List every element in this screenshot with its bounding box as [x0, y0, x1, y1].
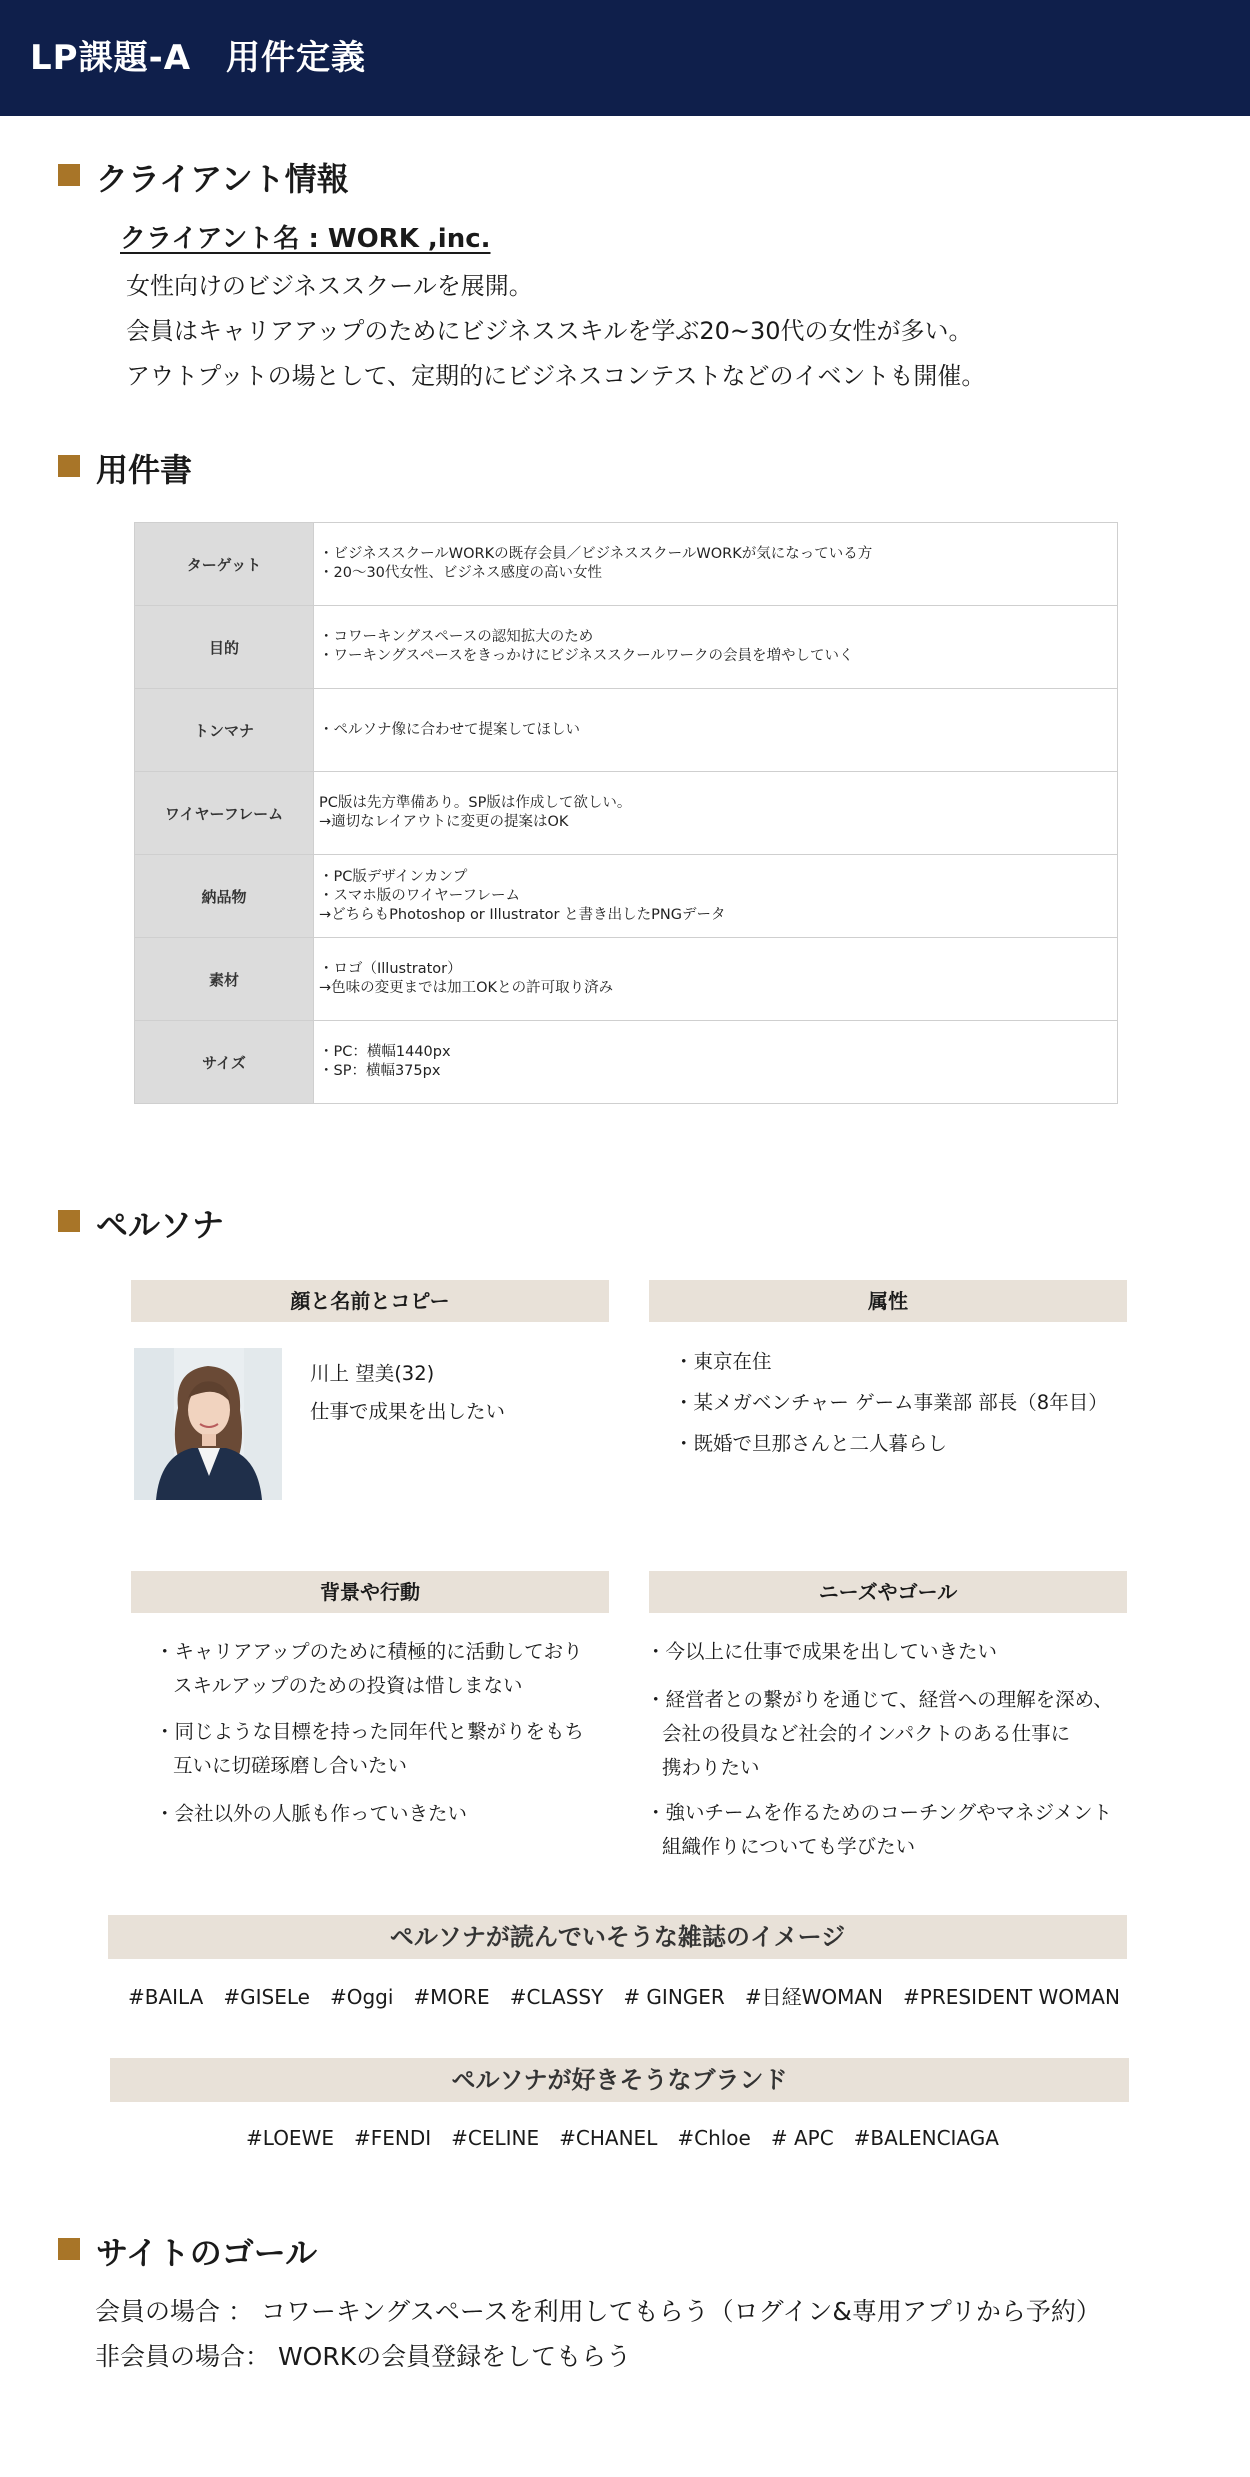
magazine-tag: #CLASSY	[509, 1985, 604, 2009]
requirements-value-line: ・ビジネススクールWORKの既存会員／ビジネススクールWORKが気になっている方	[319, 546, 873, 562]
requirements-label: ターゲット	[135, 523, 314, 606]
section-title-persona: ペルソナ	[96, 1206, 225, 1244]
requirements-value	[314, 523, 1118, 606]
requirements-row	[135, 938, 1118, 1021]
section-bullet-icon	[58, 164, 80, 186]
requirements-label: サイズ	[135, 1021, 314, 1104]
section-bullet-icon	[58, 2238, 80, 2260]
persona-attr-header: 属性	[649, 1280, 1127, 1322]
requirements-label: 納品物	[135, 855, 314, 938]
client-desc-line: アウトプットの場として、定期的にビジネスコンテストなどのイベントも開催。	[126, 362, 986, 390]
requirements-row	[135, 523, 1118, 606]
requirements-value-line: →どちらもPhotoshop or Illustrator と書き出したPNGデータ	[319, 906, 726, 923]
persona-needs-line: 携わりたい	[662, 1756, 760, 1779]
page-header	[0, 0, 1250, 116]
requirements-row	[135, 606, 1118, 689]
requirements-table	[134, 522, 1118, 1104]
section-bullet-icon	[58, 1210, 80, 1232]
persona-attr-item: ・某メガベンチャー ゲーム事業部 部長（8年目）	[674, 1391, 1108, 1414]
requirements-value	[314, 689, 1118, 772]
requirements-value-line: ・SP：横幅375px	[319, 1063, 441, 1079]
magazine-tag: # GINGER	[623, 1985, 725, 2009]
magazine-tag: #PRESIDENT WOMAN	[903, 1985, 1120, 2009]
requirements-row	[135, 855, 1118, 938]
section-title-client: クライアント情報	[96, 160, 349, 198]
persona-attr-item: ・東京在住	[674, 1350, 772, 1373]
brand-tag: #LOEWE	[246, 2126, 334, 2150]
requirements-label: トンマナ	[135, 689, 314, 772]
persona-needs-header: ニーズやゴール	[649, 1571, 1127, 1613]
requirements-value	[314, 938, 1118, 1021]
persona-needs-line: 組織作りについても学びたい	[662, 1835, 916, 1858]
persona-attr-item: ・既婚で旦那さんと二人暮らし	[674, 1432, 948, 1455]
requirements-row	[135, 1021, 1118, 1104]
brand-tag: #CELINE	[451, 2126, 540, 2150]
requirements-value-line: →適切なレイアウトに変更の提案はOK	[319, 814, 569, 830]
requirements-value	[314, 855, 1118, 938]
requirements-value	[314, 772, 1118, 855]
requirements-value-line: ・20～30代女性、ビジネス感度の高い女性	[319, 565, 602, 581]
requirements-value	[314, 1021, 1118, 1104]
magazine-tag: #BAILA	[128, 1985, 204, 2009]
requirements-value-line: →色味の変更までは加工OKとの許可取り済み	[319, 980, 614, 996]
requirements-value-line: ・ロゴ（Illustrator）	[319, 961, 462, 977]
section-bullet-icon	[58, 455, 80, 477]
magazine-tag-list	[128, 1981, 1120, 2010]
persona-avatar	[134, 1348, 282, 1500]
persona-background-line: ・会社以外の人脈も作っていきたい	[155, 1802, 468, 1825]
persona-background-line: ・同じような目標を持った同年代と繋がりをもち	[155, 1720, 585, 1743]
persona-needs-line: ・経営者との繋がりを通じて、経営への理解を深め、	[646, 1688, 1113, 1711]
brand-tag-list	[246, 2126, 999, 2150]
requirements-value-line: ・コワーキングスペースの認知拡大のため	[319, 629, 594, 645]
requirements-value-line: ・スマホ版のワイヤーフレーム	[319, 887, 520, 904]
magazine-tag: #GISELe	[223, 1985, 310, 2009]
page-title: LP課題-A 用件定義	[30, 38, 367, 78]
persona-photo-icon	[134, 1348, 282, 1500]
persona-copy: 仕事で成果を出したい	[310, 1400, 506, 1423]
brand-tag: #BALENCIAGA	[853, 2126, 999, 2150]
magazine-tag: #日経WOMAN	[744, 1985, 884, 2009]
client-name: クライアント名 : WORK ,inc.	[120, 224, 491, 254]
persona-name: 川上 望美(32)	[310, 1362, 435, 1385]
brand-tag: #FENDI	[353, 2126, 432, 2150]
requirements-value-line: ・PC：横幅1440px	[319, 1044, 451, 1060]
magazine-header: ペルソナが読んでいそうな雑誌のイメージ	[108, 1915, 1127, 1959]
goal-member-line: 会員の場合 ： コワーキングスペースを利用してもらう（ログイン&専用アプリから予約）	[95, 2297, 1101, 2326]
persona-background-line: 互いに切磋琢磨し合いたい	[173, 1754, 408, 1777]
persona-background-line: ・キャリアアップのために積極的に活動しており	[155, 1640, 583, 1663]
requirements-value-line: ・ペルソナ像に合わせて提案してほしい	[319, 721, 580, 738]
persona-background-header: 背景や行動	[131, 1571, 609, 1613]
requirements-value-line: ・ワーキングスペースをきっかけにビジネススクールワークの会員を増やしていく	[319, 648, 854, 664]
brand-tag: #CHANEL	[559, 2126, 658, 2150]
persona-needs-line: ・今以上に仕事で成果を出していきたい	[646, 1640, 998, 1663]
requirements-label: 目的	[135, 606, 314, 689]
brand-tag: # APC	[770, 2126, 834, 2150]
magazine-tag: #Oggi	[329, 1985, 394, 2009]
requirements-value-line: ・PC版デザインカンプ	[319, 868, 468, 885]
brand-tag: #Chloe	[677, 2126, 751, 2150]
goal-nonmember-line: 非会員の場合： WORKの会員登録をしてもらう	[95, 2342, 632, 2371]
section-title-requirements: 用件書	[96, 451, 193, 489]
requirements-value	[314, 606, 1118, 689]
persona-background-line: スキルアップのための投資は惜しまない	[173, 1674, 523, 1697]
client-desc-line: 女性向けのビジネススクールを展開。	[126, 272, 533, 300]
persona-needs-line: 会社の役員など社会的インパクトのある仕事に	[662, 1722, 1071, 1745]
requirements-label: 素材	[135, 938, 314, 1021]
requirements-row	[135, 772, 1118, 855]
requirements-label: ワイヤーフレーム	[135, 772, 314, 855]
client-desc-line: 会員はキャリアアップのためにビジネススキルを学ぶ20~30代の女性が多い。	[126, 317, 973, 345]
persona-needs-line: ・強いチームを作るためのコーチングやマネジメント	[646, 1801, 1113, 1824]
requirements-value-line: PC版は先方準備あり。SP版は作成して欲しい。	[319, 795, 632, 811]
brand-header: ペルソナが好きそうなブランド	[110, 2058, 1129, 2102]
requirements-row	[135, 689, 1118, 772]
persona-face-header: 顔と名前とコピー	[131, 1280, 609, 1322]
magazine-tag: #MORE	[413, 1985, 490, 2009]
section-title-goal: サイトのゴール	[96, 2234, 318, 2272]
